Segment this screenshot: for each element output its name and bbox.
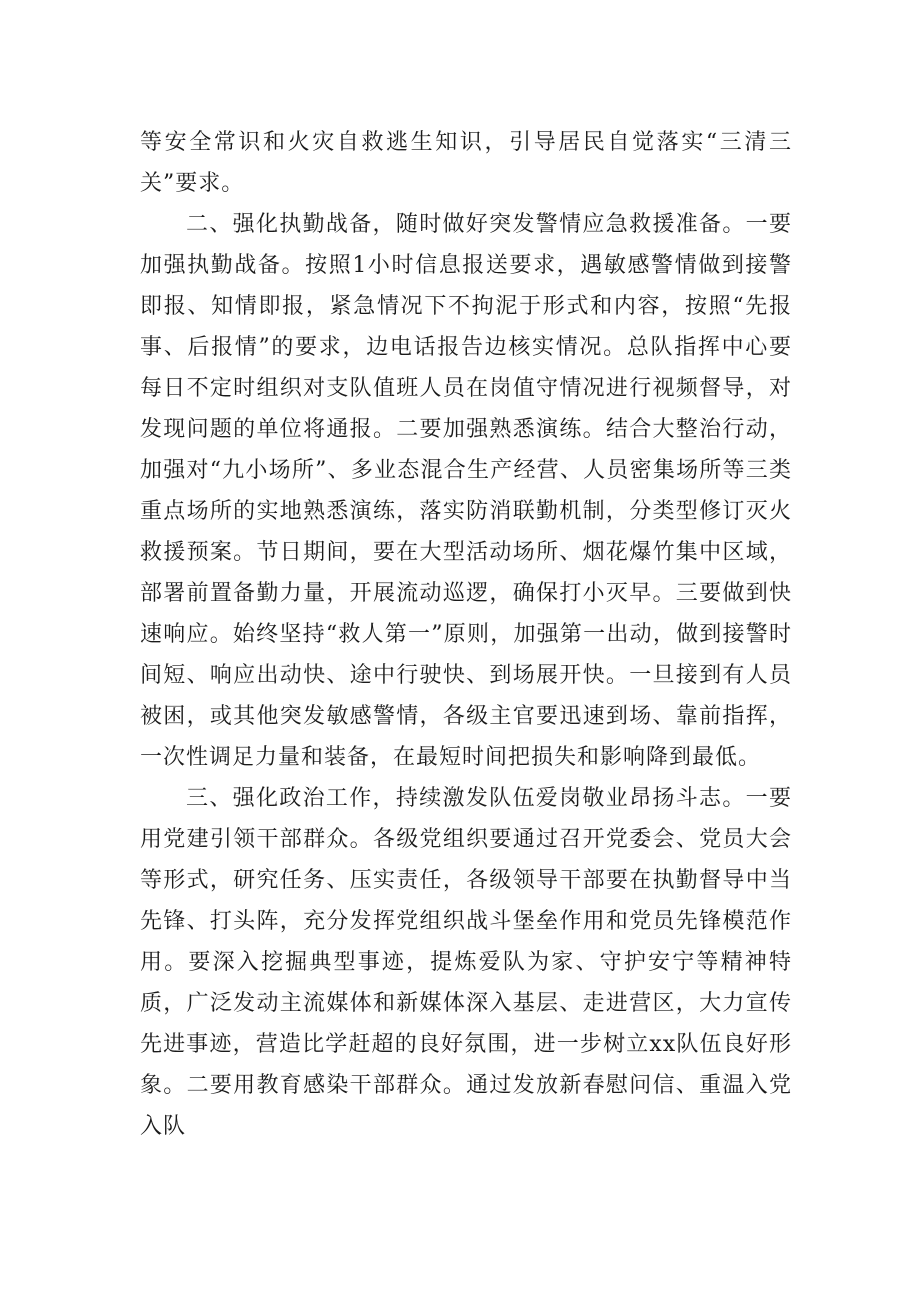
paragraph-section-three: 三、强化政治工作，持续激发队伍爱岗敬业昂扬斗志。一要用党建引领干部群众。各级党组织要通过召开党委会、党员大会等形式，研究任务、压实责任，各级领导干部要在执勤督导中当先锋、打头阵，充分发挥党组织战斗堡垒作用和党员先锋模范作用。要深入挖掘典型事迹，提炼爱队为家、守护安宁等精神特质，广泛发动主流媒体和新媒体深入基层、走进营区，大力宣传先进事迹，营造比学赶超的良好氛围，进一步树立xx队伍良好形象。二要用教育感染干部群众。通过发放新春慰问信、重温入党入队 bbox=[140, 786, 792, 1139]
document-body bbox=[140, 122, 792, 1147]
paragraph-section-two: 二、强化执勤战备，随时做好突发警情应急救援准备。一要加强执勤战备。按照1小时信息报送要求，遇敏感警情做到接警即报、知情即报，紧急情况下不拘泥于形式和内容，按照“先报事、后报情”的要求，边电话报告边核实情况。总队指挥中心要每日不定时组织对支队值班人员在岗值守情况进行视频督导，对发现问题的单位将通报。二要加强熟悉演练。结合大整治行动，加强对“九小场所”、多业态混合生产经营、人员密集场所等三类重点场所的实地熟悉演练，落实防消联勤机制，分类型修订灭火救援预案。节日期间，要在大型活动场所、烟花爆竹集中区域，部署前置备勤力量，开展流动巡逻，确保打小灭早。三要做到快速响应。始终坚持“救人第一”原则，加强第一出动，做到接警时间短、响应出动快、途中行驶快、到场展开快。一旦接到有人员被困，或其他突发敏感警情，各级主官要迅速到场、靠前指挥，一次性调足力量和装备，在最短时间把损失和影响降到最低。 bbox=[140, 212, 792, 770]
paragraph-continuation: 等安全常识和火灾自救逃生知识，引导居民自觉落实“三清三关”要求。 bbox=[140, 130, 792, 196]
